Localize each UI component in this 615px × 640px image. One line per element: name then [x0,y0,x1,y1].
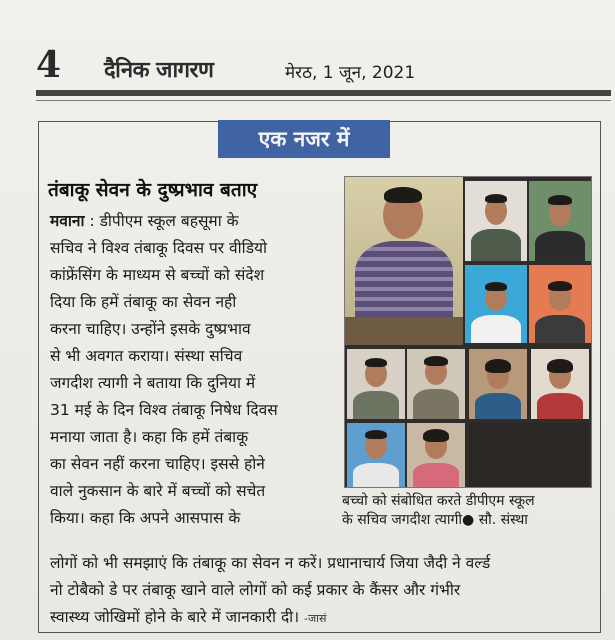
article-body-full-width [50,550,605,632]
caption-line: बच्चो को संबोधित करते डीपीएम स्कूल [342,493,535,509]
participant-tile [347,423,405,487]
header-rule-thick [36,90,611,96]
page-number: 4 [36,44,62,86]
header-rule-thin [36,100,611,101]
participant-tile [407,349,465,419]
participant-tile [465,265,527,343]
article-line: किया। कहा कि अपने आसपास के [50,509,241,527]
article-line: से भी अवगत कराया। संस्था सचिव [50,347,243,365]
news-agency-credit: -जासं [304,612,327,625]
article-line: करना चाहिए। उन्होंने इसके दुष्प्रभाव [50,320,251,338]
section-tag: एक नजर में [218,120,390,158]
article-line: दिया कि हमें तंबाकू का सेवन नही [50,293,237,311]
article-line: लोगों को भी समझाएं कि तंबाकू का सेवन न करें। प्रधानाचार्य जिया जैदी ने वर्ल्ड [50,554,491,572]
speaker-tile [345,177,463,345]
article-line: जगदीश त्यागी ने बताया कि दुनिया में [50,374,256,392]
article-line [50,604,605,632]
article-place: मवाना [50,212,85,230]
article-line: 31 मई के दिन विश्व तंबाकू निषेध दिवस [50,401,278,419]
participant-tile [407,423,465,487]
newspaper-masthead: दैनिक जागरण [104,58,214,83]
edition-dateline: मेरठ, 1 जून, 2021 [285,63,416,83]
photo-caption [342,492,602,530]
participant-tile [347,349,405,419]
article-line-text: : डीपीएम स्कूल बहसूमा के [84,212,239,230]
article-body-column [50,208,332,532]
article-line: सचिव ने विश्व तंबाकू दिवस पर वीडियो [50,239,267,257]
participant-tile [465,181,527,261]
participant-tile [469,349,527,419]
participant-tile [531,349,589,419]
article-line: वाले नुकसान के बारे में बच्चों को सचेत [50,482,266,500]
article-line [50,208,332,235]
article-line: मनाया जाता है। कहा कि हमें तंबाकू [50,428,249,446]
article-line: कांफ्रेंसिंग के माध्यम से बच्चों को संदेश [50,266,265,284]
participant-tile [529,265,591,343]
article-line-text: स्वास्थ्य जोखिमों होने के बारे में जानकारी दी। [50,608,300,626]
video-conference-photo [344,176,592,488]
participant-tile [469,423,589,487]
article-line: नो टोबैको डे पर तंबाकू खाने वाले लोगों को कई प्रकार के कैंसर और गंभीर [50,581,461,599]
article-headline: तंबाकू सेवन के दुष्प्रभाव बताए [48,179,258,201]
article-line: का सेवन नहीं करना चाहिए। इससे होने [50,455,265,473]
participant-tile [529,181,591,261]
caption-line: के सचिव जगदीश त्यागी● सौ. संस्था [342,512,528,528]
